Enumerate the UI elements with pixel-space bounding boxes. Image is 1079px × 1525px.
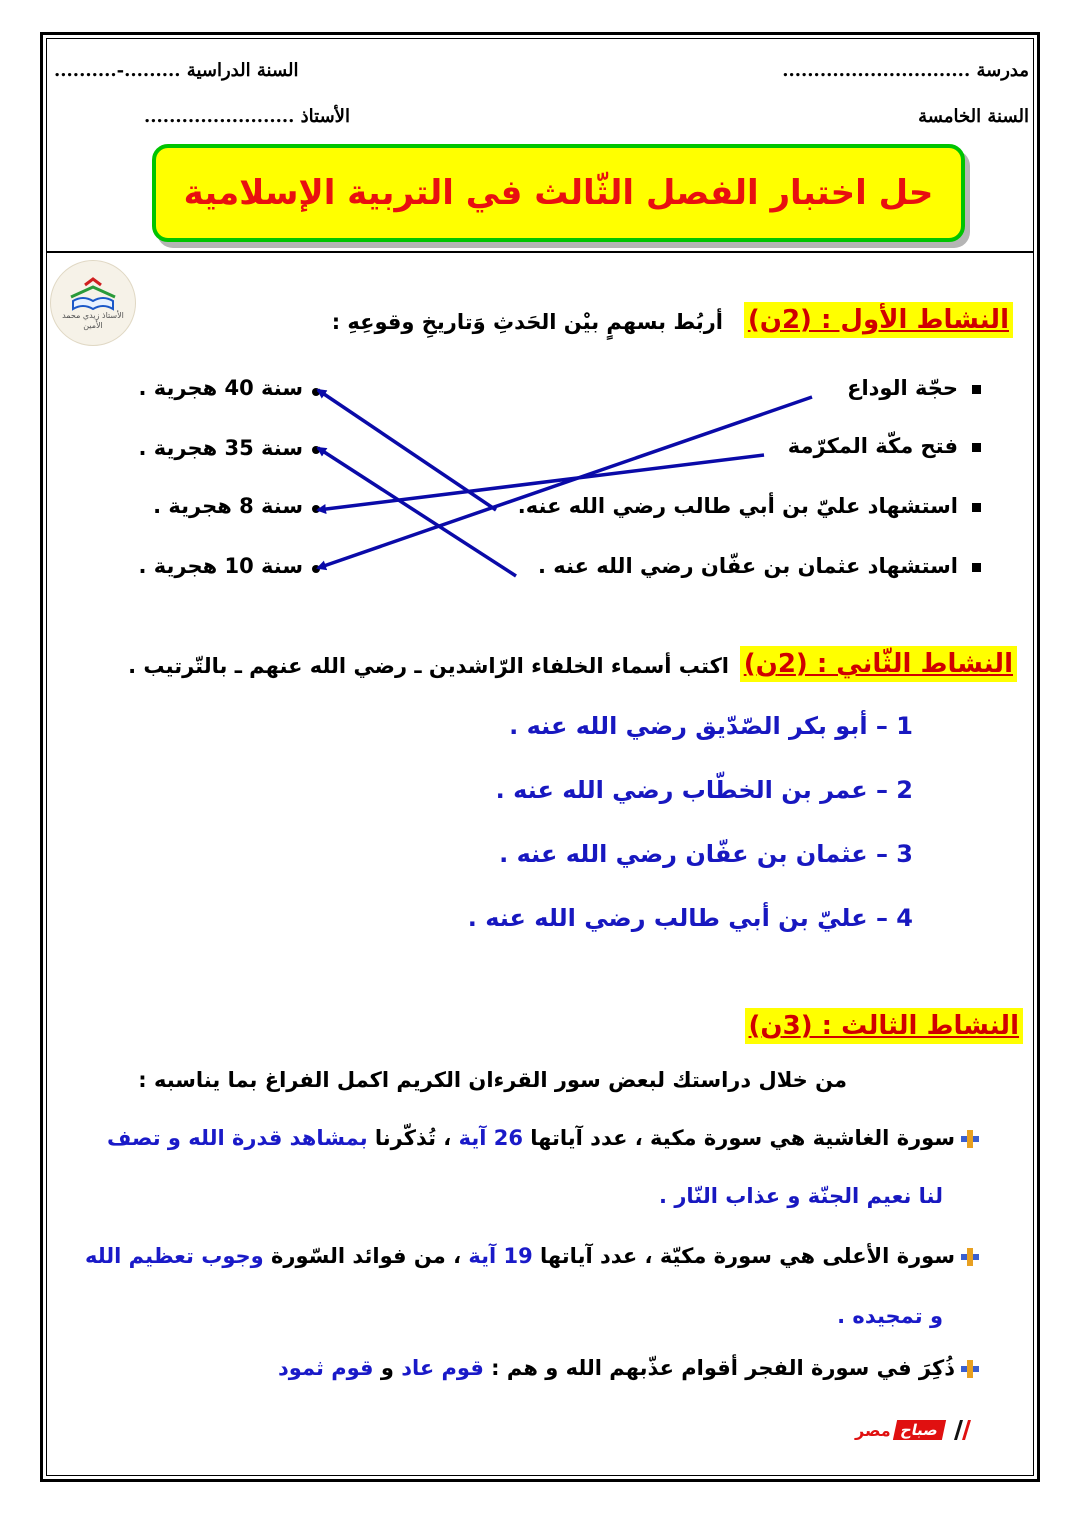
brand-watermark — [855, 1418, 972, 1442]
activity3-title: النشاط الثالث : (3ن) — [745, 1008, 1023, 1044]
school-year-field: السنة الدراسية .........-.......... — [54, 60, 299, 81]
activity3-question: من خلال دراستك لبعض سور القرءان الكريم اكمل الفراغ بما يناسبه : — [138, 1068, 847, 1092]
ghashiya-line: سورة الغاشية هي سورة مكية ، عدد آياتها 26 آية ، تُذكّرنا بمشاهد قدرة الله و تصف — [107, 1126, 981, 1150]
activity1-question: أربُط بسهمٍ بيْن الحَدثِ وَتاريخِ وقوعِهِ : — [331, 310, 723, 334]
ala-line: سورة الأعلى هي سورة مكيّة ، عدد آياتها 19 آية ، من فوائد السّورة وجوب تعظيم الله — [85, 1244, 981, 1268]
caliph-answer: 4 – عليّ بن أبي طالب رضي الله عنه . — [467, 904, 913, 932]
bullet-plus-icon — [959, 1128, 981, 1150]
activity2-question: اكتب أسماء الخلفاء الرّاشدين ـ رضي الله عنهم ـ بالتّرتيب . — [128, 654, 729, 678]
event-item: حجّة الوداع — [847, 376, 981, 400]
event-item: فتح مكّة المكرّمة — [788, 434, 981, 458]
arrow-ali-to-40 — [318, 390, 496, 510]
exam-title: حل اختبار الفصل الثّالث في التربية الإسلامية — [183, 173, 934, 213]
teacher-field: الأستاذ ........................ — [144, 106, 350, 127]
brand-box: صباح — [892, 1420, 945, 1440]
ghashiya-line-cont: لنا نعيم الجنّة و عذاب النّار . — [659, 1184, 943, 1208]
school-field: مدرسة .............................. — [782, 60, 1029, 81]
activity2-title: النشاط الثّاني : (2ن) — [740, 646, 1017, 682]
date-item: سنة 40 هجرية . — [138, 376, 303, 400]
brand-bars-icon — [950, 1420, 972, 1440]
fajr-line: ذُكِرَ في سورة الفجر أقوام عذّبهم الله و هم : قوم عاد و قوم ثمود — [278, 1356, 981, 1380]
bullet-plus-icon — [959, 1358, 981, 1380]
bullet-plus-icon — [959, 1246, 981, 1268]
date-item: سنة 10 هجرية . — [138, 554, 303, 578]
brand-text: مصر — [855, 1420, 891, 1440]
grade-label: السنة الخامسة — [918, 106, 1029, 127]
caliph-answer: 1 – أبو بكر الصّدّيق رضي الله عنه . — [509, 712, 913, 740]
logo-text: الأستاذ زيدي محمد الأمين — [62, 311, 124, 330]
event-item: استشهاد عليّ بن أبي طالب رضي الله عنه. — [518, 494, 981, 518]
date-item: سنة 8 هجرية . — [153, 494, 303, 518]
ala-line-cont: و تمجيده . — [837, 1304, 943, 1328]
arrow-makkah-to-8 — [318, 455, 764, 510]
date-item: سنة 35 هجرية . — [138, 436, 303, 460]
event-item: استشهاد عثمان بن عفّان رضي الله عنه . — [538, 554, 981, 578]
arrow-hajj-to-10 — [318, 397, 812, 568]
activity1-title: النشاط الأول : (2ن) — [744, 302, 1013, 338]
caliph-answer: 2 – عمر بن الخطّاب رضي الله عنه . — [495, 776, 913, 804]
caliph-answer: 3 – عثمان بن عفّان رضي الله عنه . — [499, 840, 913, 868]
